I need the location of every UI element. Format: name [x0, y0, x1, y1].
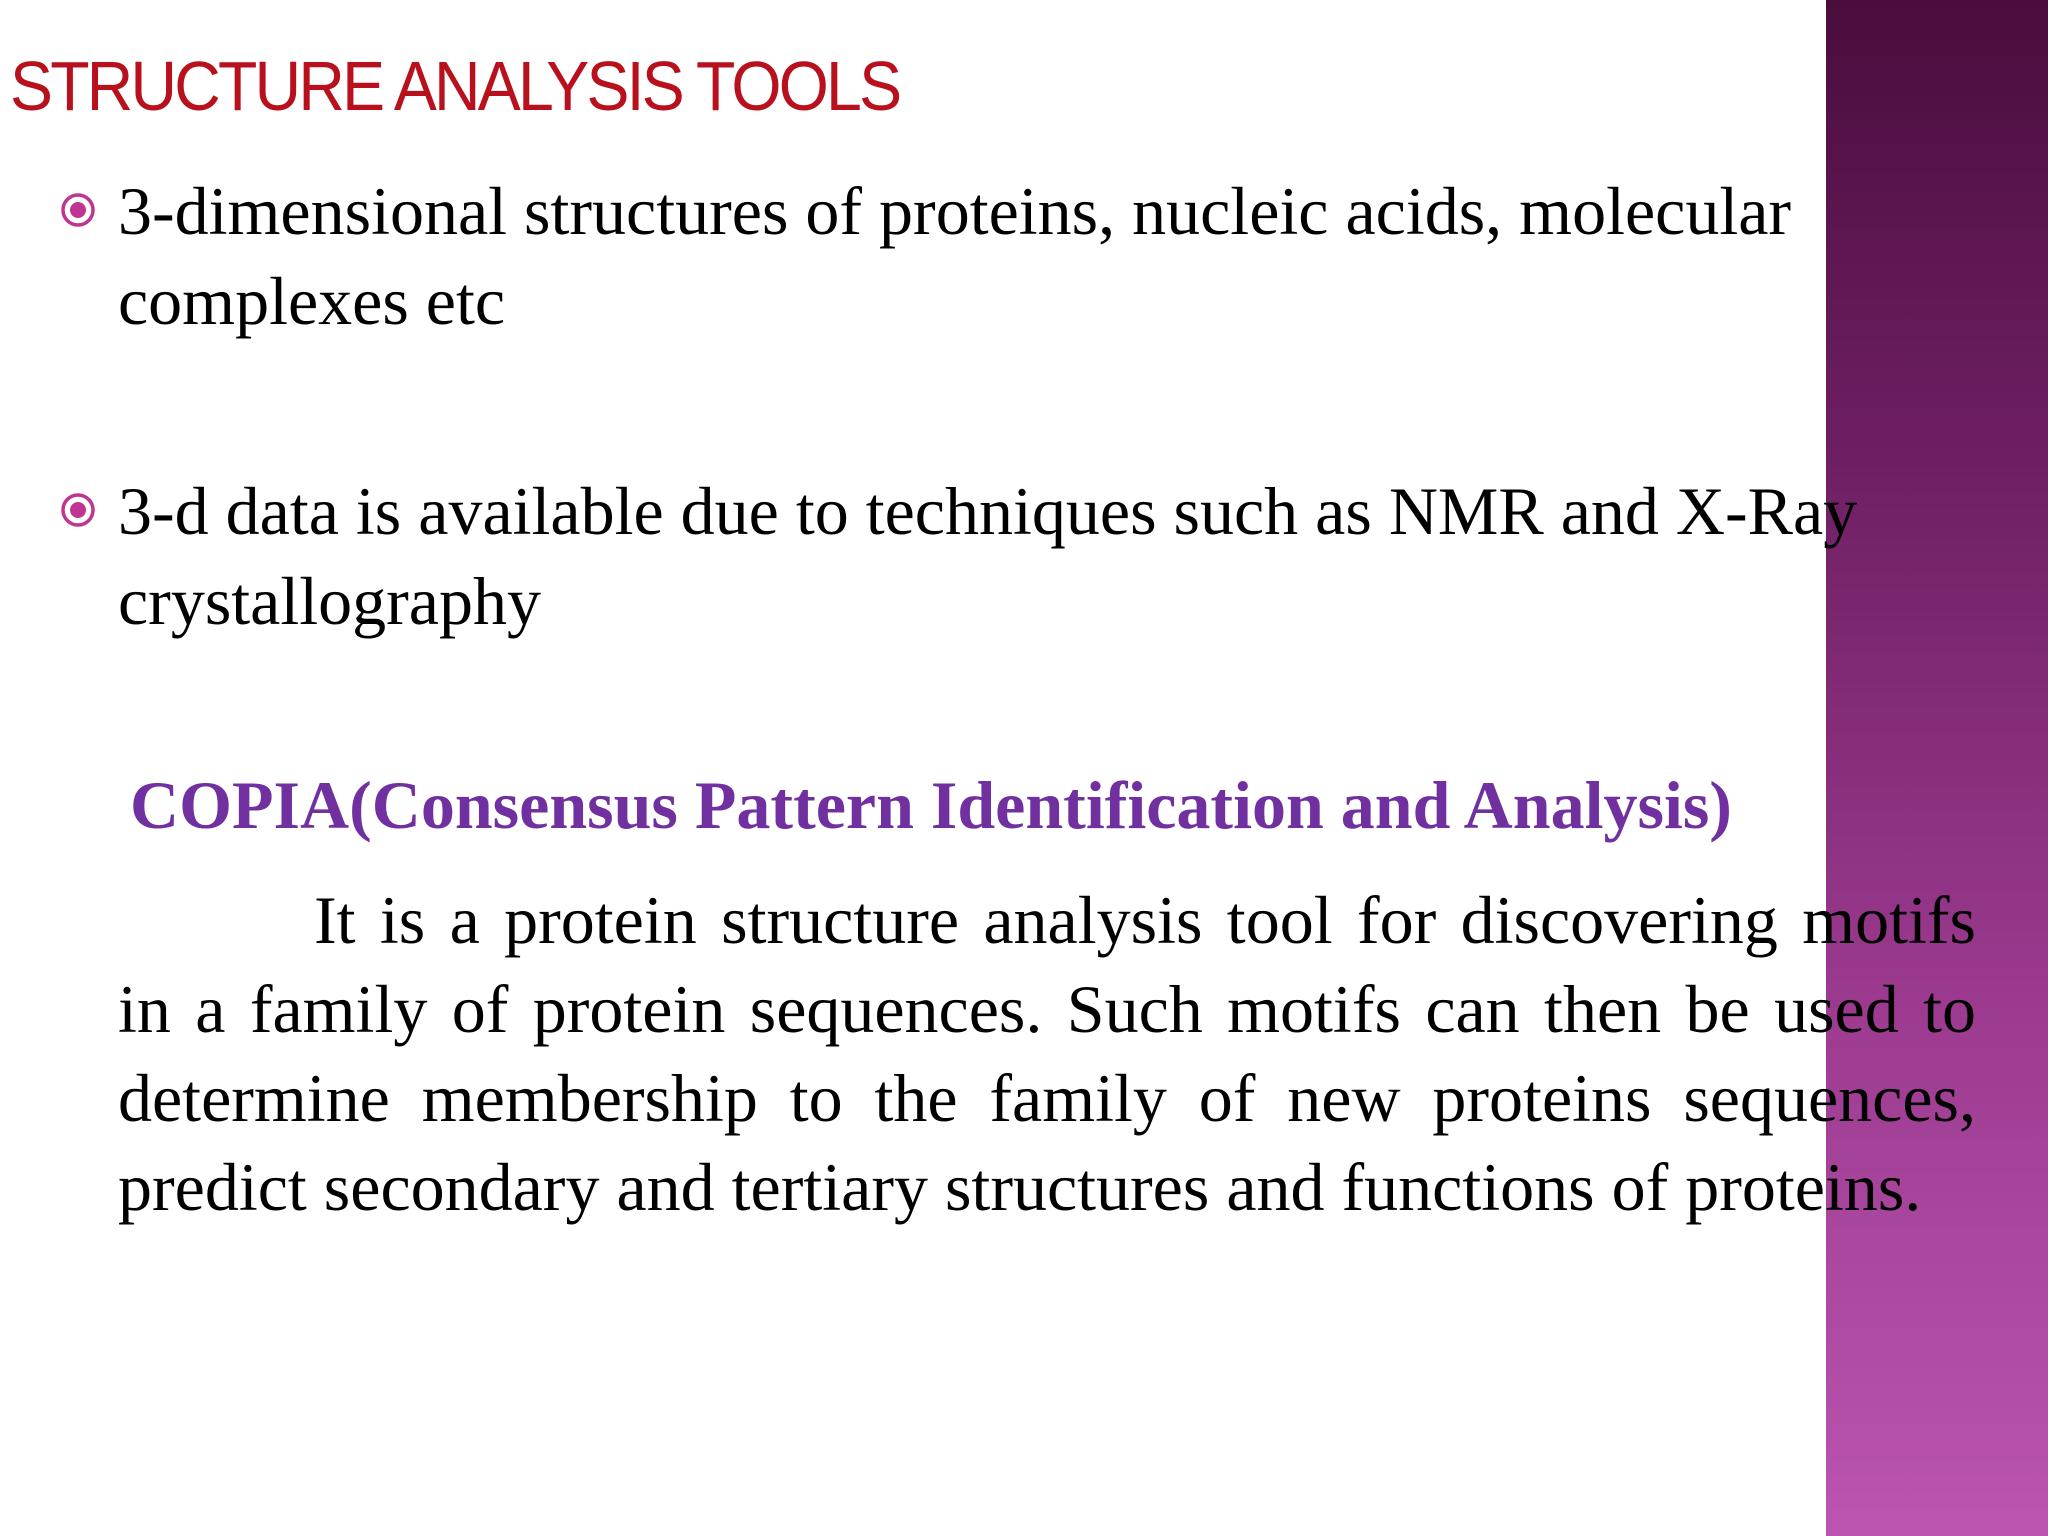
tool-description: It is a protein structure analysis tool for discovering motifs in a family of protein sequences. Such motifs can then be used to determine membership to the family of new proteins sequences, predict secondary and tertiary structures and functions of proteins.: [118, 882, 1976, 1225]
bullet-text: 3-dimensional structures of proteins, nucleic acids, molecular complexes etc: [118, 173, 1792, 339]
slide-title: STRUCTURE ANALYSIS TOOLS: [10, 47, 900, 125]
circle-dot-icon: [60, 492, 96, 528]
circle-dot-icon: [60, 192, 96, 228]
bullet-text: 3-d data is available due to techniques such as NMR and X-Ray crystallography: [118, 473, 1858, 639]
bullet-item: [60, 466, 1960, 646]
tool-heading: COPIA(Consensus Pattern Identification and Analysis): [130, 767, 1732, 843]
bullet-item: [60, 166, 1960, 346]
